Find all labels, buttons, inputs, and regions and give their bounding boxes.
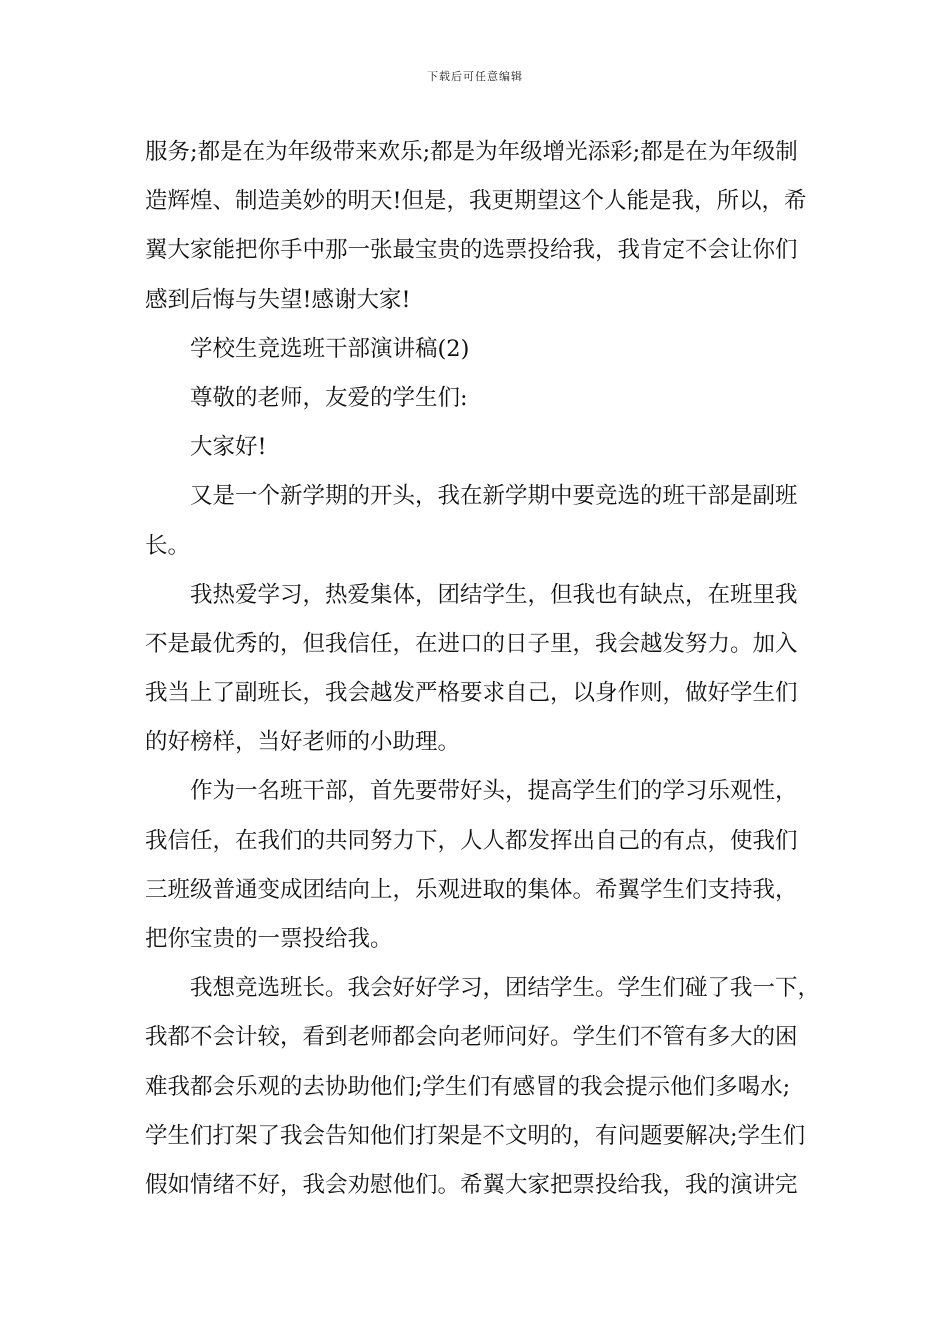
text-line: 我热爱学习，热爱集体，团结学生，但我也有缺点，在班里我 [190, 581, 798, 608]
text-line: 服务;都是在为年级带来欢乐;都是为年级增光添彩;都是在为年级制 [145, 139, 798, 165]
greeting: 大家好! [190, 434, 267, 461]
text-line: 感到后悔与失望!感谢大家! [145, 286, 411, 313]
text-line: 不是最优秀的，但我信任，在进口的日子里，我会越发努力。加入 [145, 630, 798, 657]
section-title: 学校生竞选班干部演讲稿(2) [190, 335, 470, 362]
text-line: 造辉煌、制造美妙的明天!但是，我更期望这个人能是我，所以，希 [145, 188, 807, 215]
document-body [145, 128, 821, 1210]
text-line: 学生们打架了我会告知他们打架是不文明的，有问题要解决;学生们 [145, 1122, 806, 1149]
text-line: 难我都会乐观的去协助他们;学生们有感冒的我会提示他们多喝水; [145, 1073, 791, 1100]
text-line: 假如情绪不好，我会劝慰他们。希翼大家把票投给我，我的演讲完 [145, 1171, 798, 1198]
page-header-note: 下载后可任意编辑 [427, 70, 523, 83]
text-line: 的好榜样，当好老师的小助理。 [145, 729, 461, 756]
text-line: 长。 [145, 532, 191, 559]
text-line: 我当上了副班长，我会越发严格要求自己，以身作则，做好学生们 [145, 680, 798, 707]
text-line: 又是一个新学期的开头，我在新学期中要竞选的班干部是副班 [190, 483, 798, 510]
text-line: 我信任，在我们的共同努力下，人人都发挥出自己的有点，使我们 [145, 827, 798, 854]
text-line: 把你宝贵的一票投给我。 [145, 926, 393, 952]
text-line: 三班级普通变成团结向上，乐观进取的集体。希翼学生们支持我， [145, 876, 798, 903]
salutation: 尊敬的老师，友爱的学生们: [190, 384, 468, 411]
text-line: 我都不会计较，看到老师都会向老师问好。学生们不管有多大的困 [145, 1024, 798, 1051]
text-line: 作为一名班干部，首先要带好头，提高学生们的学习乐观性， [190, 778, 798, 805]
text-line: 翼大家能把你手中那一张最宝贵的选票投给我，我肯定不会让你们 [145, 237, 798, 264]
text-line: 我想竞选班长。我会好好学习，团结学生。学生们碰了我一下， [190, 975, 821, 1002]
